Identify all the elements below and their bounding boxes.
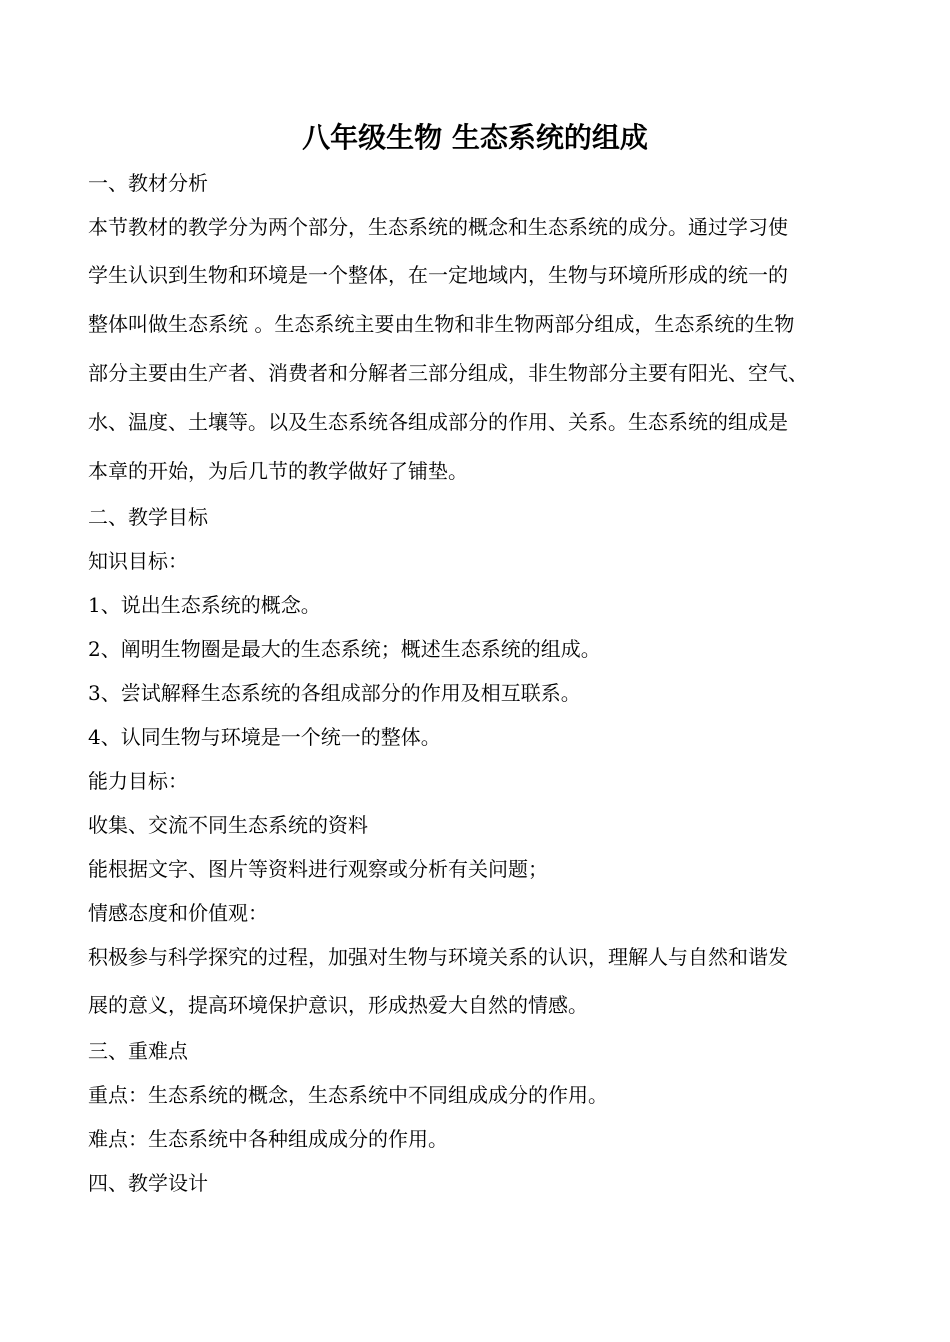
subheading-attitude-values: 情感态度和价值观： bbox=[88, 901, 268, 925]
paragraph-line: 本章的开始，为后几节的教学做好了铺垫。 bbox=[88, 459, 468, 483]
paragraph-line: 水、温度、土壤等。以及生态系统各组成部分的作用、关系。生态系统的组成是 bbox=[88, 410, 788, 434]
list-item: 1、说出生态系统的概念。 bbox=[88, 593, 321, 617]
section-heading-teaching-design: 四、教学设计 bbox=[88, 1171, 208, 1195]
paragraph-line: 难点：生态系统中各种组成成分的作用。 bbox=[88, 1127, 448, 1151]
section-heading-teaching-goals: 二、教学目标 bbox=[88, 505, 208, 529]
paragraph-line: 收集、交流不同生态系统的资料 bbox=[88, 813, 368, 837]
list-item: 4、认同生物与环境是一个统一的整体。 bbox=[88, 725, 441, 749]
subheading-ability-goals: 能力目标： bbox=[88, 769, 188, 793]
paragraph-line: 本节教材的教学分为两个部分，生态系统的概念和生态系统的成分。通过学习使 bbox=[88, 215, 788, 239]
document-title: 八年级生物 生态系统的组成 bbox=[302, 121, 648, 154]
paragraph-line: 学生认识到生物和环境是一个整体，在一定地域内，生物与环境所形成的统一的 bbox=[88, 263, 788, 287]
paragraph-line: 能根据文字、图片等资料进行观察或分析有关问题； bbox=[88, 857, 548, 881]
paragraph-line: 部分主要由生产者、消费者和分解者三部分组成，非生物部分主要有阳光、空气、 bbox=[88, 361, 808, 385]
paragraph-line: 重点：生态系统的概念，生态系统中不同组成成分的作用。 bbox=[88, 1083, 608, 1107]
subheading-knowledge-goals: 知识目标： bbox=[88, 549, 188, 573]
section-heading-textbook-analysis: 一、教材分析 bbox=[88, 171, 208, 195]
section-heading-key-points: 三、重难点 bbox=[88, 1039, 188, 1063]
list-item: 3、尝试解释生态系统的各组成部分的作用及相互联系。 bbox=[88, 681, 581, 705]
paragraph-line: 积极参与科学探究的过程，加强对生物与环境关系的认识，理解人与自然和谐发 bbox=[88, 945, 788, 969]
paragraph-line: 展的意义，提高环境保护意识，形成热爱大自然的情感。 bbox=[88, 993, 588, 1017]
paragraph-line: 整体叫做生态系统 。生态系统主要由生物和非生物两部分组成，生态系统的生物 bbox=[88, 312, 795, 336]
list-item: 2、阐明生物圈是最大的生态系统；概述生态系统的组成。 bbox=[88, 637, 601, 661]
